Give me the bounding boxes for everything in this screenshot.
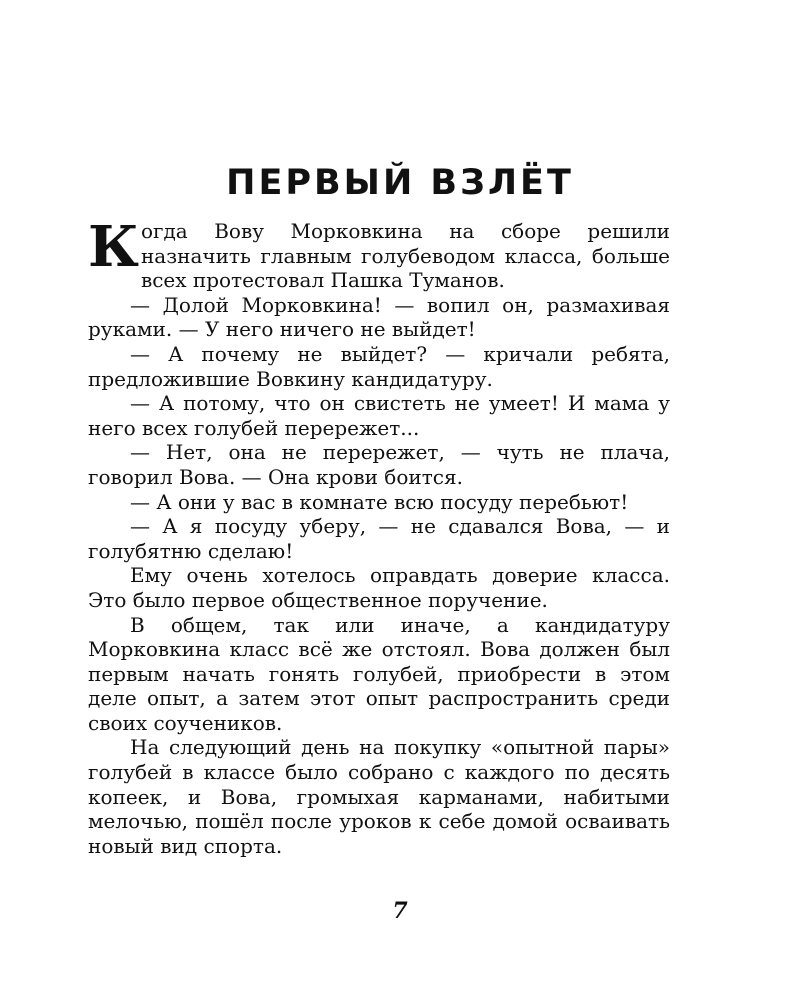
- paragraph: Ему очень хотелось оправдать доверие класса. Это было первое общественное поручение.: [88, 563, 670, 612]
- page-number: 7: [392, 898, 408, 924]
- paragraph: — Нет, она не перережет, — чуть не плача, говорил Вова. — Она крови боится.: [88, 440, 670, 489]
- paragraph-text: огда Вову Морковкина на сборе решили назначить главным голубеводом класса, больше всех протестовал Пашка Туманов.: [140, 219, 670, 293]
- paragraph: В общем, так или иначе, а кандидатуру Морковкина класс всё же отстоял. Вова должен был первым начать гонять голубей, приобрести в этом деле опыт, а затем этот опыт распространить среди своих соучеников.: [88, 612, 670, 735]
- body-text: [88, 214, 670, 858]
- paragraph: — А я посуду уберу, — не сдавался Вова, — и голубятню сделаю!: [88, 514, 670, 563]
- paragraph: — Долой Морковкина! — вопил он, размахивая руками. — У него ничего не выйдет!: [88, 292, 670, 342]
- drop-cap: К: [88, 214, 139, 280]
- paragraph: — А почему не выйдет? — кричали ребята, предложившие Вовкину кандидатуру.: [88, 341, 670, 391]
- paragraph: На следующий день на покупку «опытной пары» голубей в классе было собрано с каждого по десять копеек, и Вова, громыхая карманами, набитыми мелочью, пошёл после уроков к себе домой осваивать новый вид спорта.: [88, 735, 670, 858]
- paragraph: — А они у вас в комнате всю посуду перебьют!: [130, 489, 629, 514]
- paragraph: [88, 214, 670, 293]
- paragraph: — А потому, что он свистеть не умеет! И мама у него всех голубей перережет...: [88, 391, 670, 440]
- chapter-title: ПЕРВЫЙ ВЗЛЁТ: [226, 163, 574, 204]
